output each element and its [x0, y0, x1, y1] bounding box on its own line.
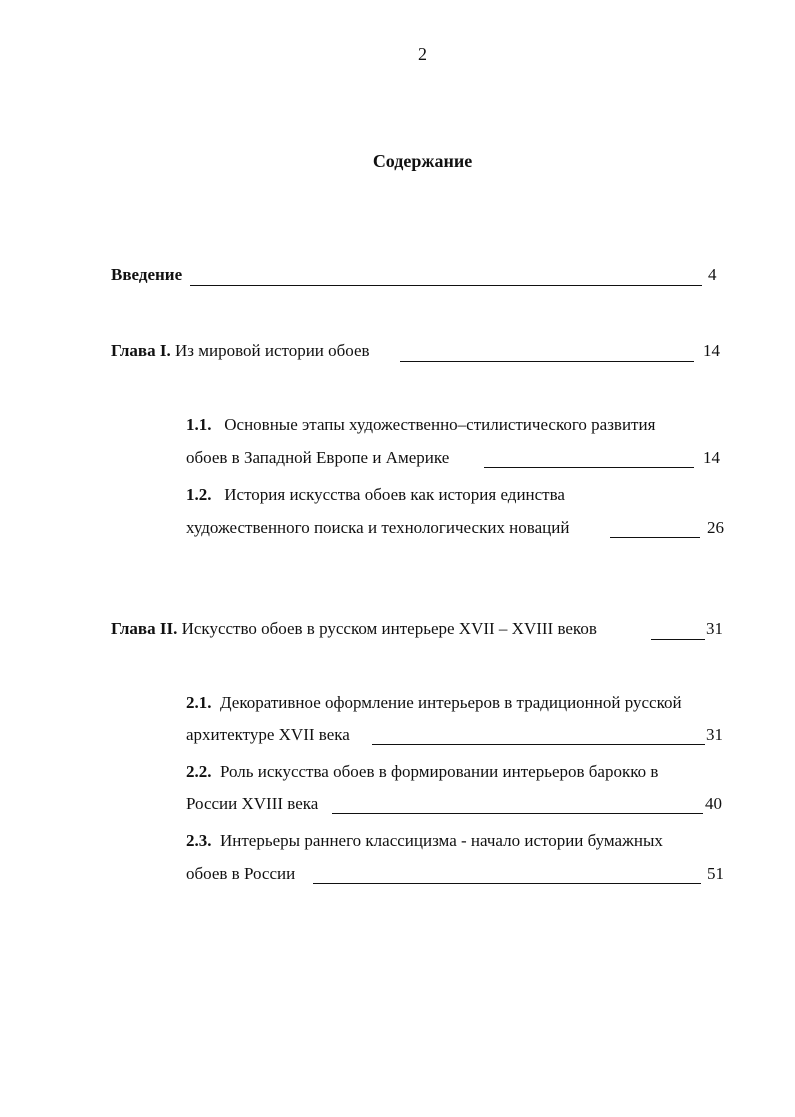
toc-section-2-1-line2: архитектуре XVII века — [186, 725, 350, 744]
toc-section-2-3-line2: обоев в России — [186, 864, 296, 883]
toc-intro-page: 4 — [708, 265, 717, 284]
toc-section-2-2-page: 40 — [705, 794, 722, 813]
toc-section-number: 2.1. — [186, 693, 212, 712]
toc-section-2-1-page: 31 — [706, 725, 723, 744]
toc-section-title: История искусства обоев как история единства — [224, 485, 565, 504]
toc-leader — [332, 813, 703, 814]
toc-leader — [610, 537, 700, 538]
toc-section-number: 1.1. — [186, 415, 212, 434]
toc-chapter2-page: 31 — [706, 619, 723, 638]
page-number: 2 — [418, 44, 427, 64]
toc-section-number: 1.2. — [186, 485, 212, 504]
toc-section-2-2-line2: России XVIII века — [186, 794, 319, 813]
toc-section-1-2-line1 — [186, 485, 565, 505]
toc-section-1-2-line2: художественного поиска и технологических новаций — [186, 518, 570, 537]
toc-chapter1-title: Из мировой истории обоев — [174, 341, 370, 360]
toc-section-1-1-line2: обоев в Западной Европе и Америке — [186, 448, 450, 467]
toc-chapter1-label: Глава I. — [111, 341, 171, 360]
toc-leader — [372, 744, 705, 745]
toc-section-1-1-line1 — [186, 415, 655, 435]
toc-chapter2-heading — [111, 619, 597, 639]
toc-leader — [313, 883, 701, 884]
toc-chapter1-page: 14 — [703, 341, 720, 360]
toc-section-2-3-line1 — [186, 831, 663, 851]
toc-section-2-2-line1 — [186, 762, 658, 782]
toc-chapter2-label: Глава II. — [111, 619, 178, 638]
toc-leader — [484, 467, 694, 468]
toc-section-1-2-page: 26 — [707, 518, 724, 537]
toc-section-title: Декоративное оформление интерьеров в традиционной русской — [220, 693, 682, 712]
toc-leader — [190, 285, 702, 286]
toc-leader — [400, 361, 694, 362]
toc-section-title: Роль искусства обоев в формировании интерьеров барокко в — [220, 762, 659, 781]
toc-title: Содержание — [372, 151, 473, 171]
toc-intro-label: Введение — [111, 265, 183, 284]
toc-section-1-1-page: 14 — [703, 448, 720, 467]
toc-leader — [651, 639, 705, 640]
toc-section-number: 2.3. — [186, 831, 212, 850]
toc-section-title: Основные этапы художественно–стилистического развития — [224, 415, 656, 434]
toc-section-number: 2.2. — [186, 762, 212, 781]
toc-chapter1-heading — [111, 341, 370, 361]
toc-section-title: Интерьеры раннего классицизма - начало истории бумажных — [220, 831, 663, 850]
toc-section-2-1-line1 — [186, 693, 682, 713]
toc-section-2-3-page: 51 — [707, 864, 724, 883]
toc-chapter2-title: Искусство обоев в русском интерьере XVII – XVIII веков — [181, 619, 597, 638]
